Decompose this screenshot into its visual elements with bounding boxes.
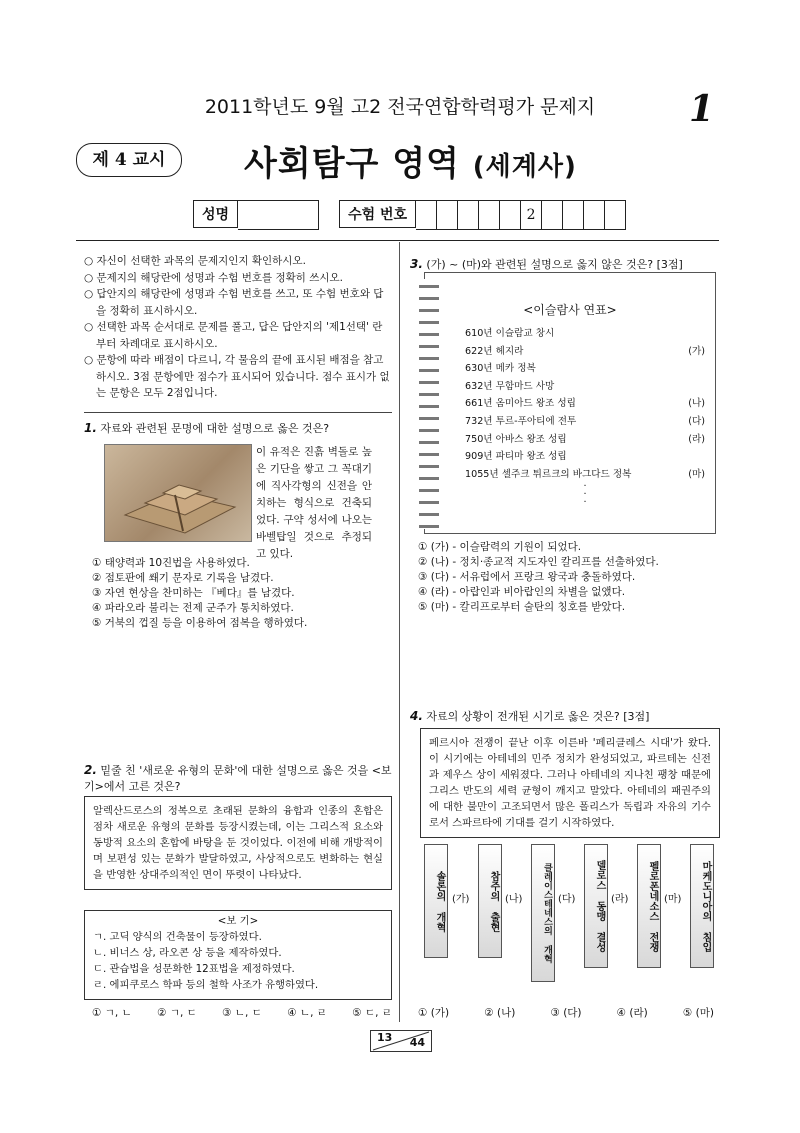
bogi-item: ㄹ. 에피쿠로스 학파 등의 철학 사조가 유행하였다. [93, 979, 319, 991]
instruction-item: ○ 답안지의 해당란에 성명과 수험 번호를 쓰고, 또 수험 번호와 답을 정확히 표시하시오. [84, 288, 384, 317]
chronology-row: 622년 헤지라 (가) [465, 345, 705, 357]
subject-title [244, 136, 577, 185]
q4-answer[interactable]: ② (나) [484, 1007, 516, 1019]
exam-no-box[interactable] [479, 200, 500, 230]
bogi-title: <보 기> [217, 915, 259, 927]
instruction-item: ○ 문제지의 해당란에 성명과 수험 번호를 정확히 쓰시오. [84, 271, 344, 284]
q4-passage: 페르시아 전쟁이 끝난 이후 이른바 '페리클레스 시대'가 왔다. 이 시기에는 아테네의 민주 정치가 완성되었고, 파르테논 신전과 제우스 상이 세워졌다. 그러나 아테네의 지나친 팽창 때문에 그리스 반도의 세력 균형이 깨지고 말았다. 아테네의 패권주의에 대한 불만이 고조되면서 많은 폴리스가 독립과 자유의 기수로서 스파르타에 기대를 걸기 시작하였다. [420, 728, 720, 838]
q1-passage: 이 유적은 진흙 벽돌로 높은 기단을 쌓고 그 꼭대기에 직사각형의 신전을 안치하는 형식으로 건축되었다. 구약 성서에 나오는 바벨탑일 것으로 추정되고 있다. [256, 446, 372, 560]
q3-option[interactable]: ⑤ (마) - 칼리프로부터 술탄의 칭호를 받았다. [418, 601, 626, 613]
ziggurat-photo [104, 444, 252, 542]
q2-answer[interactable]: ③ ㄴ, ㄷ [222, 1007, 262, 1019]
chronology-row: 750년 아바스 왕조 성립 (라) [465, 433, 705, 445]
q1-option[interactable]: ① 태양력과 10진법을 사용하였다. [92, 557, 250, 569]
column-divider [399, 242, 400, 1022]
bogi-item: ㄷ. 관습법을 성문화한 12표법을 제정하였다. [93, 963, 295, 975]
q1-option[interactable]: ③ 자연 현상을 찬미하는 『베다』를 남겼다. [92, 587, 295, 599]
ellipsis-dots: · · · [583, 481, 587, 509]
q3-option[interactable]: ② (나) - 정치·종교적 지도자인 칼리프를 선출하였다. [418, 556, 659, 568]
q2-answer[interactable]: ② ㄱ, ㄷ [157, 1007, 197, 1019]
name-field[interactable] [238, 200, 319, 230]
chronology-row: 909년 파티마 왕조 성립 [465, 451, 567, 463]
q3-option[interactable]: ③ (다) - 서유럽에서 프랑크 왕국과 충돌하였다. [418, 571, 636, 583]
exam-no-box[interactable] [500, 200, 521, 230]
exam-no-box[interactable] [437, 200, 458, 230]
chronology-row: 632년 무함마드 사망 [465, 380, 555, 392]
chronology-row: 732년 투르-푸아티에 전투 (다) [465, 415, 705, 427]
flow-box: 마케도니아의 침입 [690, 844, 714, 968]
chronology-row: 1055년 셀주크 튀르크의 바그다드 정복 (마) [465, 468, 705, 480]
chronology-notebook [424, 272, 716, 534]
q4-answer[interactable]: ⑤ (마) [682, 1007, 714, 1019]
chronology-title: <이슬람사 연표> [523, 303, 617, 317]
q3-option[interactable]: ① (가) - 이슬람력의 기원이 되었다. [418, 541, 582, 553]
subject-name: 사회탐구 영역 [244, 144, 460, 184]
flow-box: 솔론의 개혁 [424, 844, 448, 958]
flow-mark: (가) [452, 894, 470, 905]
flow-box: 참주의 출현 [478, 844, 502, 958]
q1-stem: 1. 자료와 관련된 문명에 대한 설명으로 옳은 것은? [84, 421, 330, 435]
q3-stem: 3. (가) ~ (마)와 관련된 설명으로 옳지 않은 것은? [3점] [410, 257, 683, 271]
q2-answer[interactable]: ⑤ ㄷ, ㄹ [352, 1007, 392, 1019]
instruction-item: ○ 자신이 선택한 과목의 문제지인지 확인하시오. [84, 255, 306, 267]
exam-no-label: 수험 번호 [339, 200, 416, 228]
exam-no-box[interactable] [416, 200, 437, 230]
footer-page-counter [370, 1030, 432, 1052]
exam-title: 2011학년도 9월 고2 전국연합학력평가 문제지 [204, 96, 596, 118]
flow-box: 클레이스테네스의 개혁 [531, 844, 555, 982]
q3-options [418, 540, 718, 615]
q2-passage: 알렉산드로스의 정복으로 초래된 문화의 융합과 인종의 혼합은 점차 새로운 유형의 문화를 등장시켰는데, 이는 그리스적 요소와 동방적 요소의 혼합에 바탕을 둔 것이었다. 이전에 비해 개방적이며 보편성 있는 문화가 발달하였고, 사상적으로도 변화하는 현실을 반영한 상대주의적인 면이 뚜렷이 나타났다. [84, 796, 392, 890]
flow-box: 펠로폰네소스 전쟁 [637, 844, 661, 968]
q3-option[interactable]: ④ (라) - 아랍인과 비아랍인의 차별을 없앴다. [418, 586, 626, 598]
q1-option[interactable]: ⑤ 거북의 껍질 등을 이용하여 점복을 행하였다. [92, 617, 308, 629]
id-row [193, 200, 626, 228]
q2-answer[interactable]: ④ ㄴ, ㄹ [287, 1007, 327, 1019]
instructions [84, 253, 392, 402]
flow-mark: (나) [505, 894, 523, 905]
chronology-row: 661년 옴미아드 왕조 성립 (나) [465, 398, 705, 410]
q1-option[interactable]: ② 점토판에 쐐기 문자로 기록을 남겼다. [92, 572, 274, 584]
instruction-item: ○ 문항에 따라 배점이 다르니, 각 물음의 끝에 표시된 배점을 참고하시오. 3점 문항에만 점수가 표시되어 있습니다. 점수 표시가 없는 문항은 모두 2점입니다. [84, 354, 390, 399]
instruction-item: ○ 선택한 과목 순서대로 문제를 풀고, 답은 답안지의 '제1선택' 란부터 차례대로 표시하시오. [84, 321, 383, 350]
exam-no-box[interactable] [563, 200, 584, 230]
exam-no-box[interactable] [584, 200, 605, 230]
flow-mark: (다) [558, 894, 576, 905]
page-number: 1 [688, 88, 714, 130]
footer-page: 13 [377, 1031, 393, 1044]
q2-stem: 2. 밑줄 친 '새로운 유형의 문화'에 대한 설명으로 옳은 것을 <보기>에서 고른 것은? [84, 763, 392, 793]
flow-mark: (라) [611, 894, 629, 905]
q2-answers [92, 1006, 392, 1021]
name-label: 성명 [193, 200, 238, 228]
q1-options [92, 556, 392, 631]
exam-no-digit: 2 [521, 200, 542, 230]
subject-subtitle: (세계사) [472, 152, 577, 182]
period-badge: 제 4 교시 [76, 143, 182, 177]
chronology-row: 630년 메카 정복 [465, 363, 536, 375]
timeline-flow [424, 844, 720, 980]
bogi-item: ㄱ. 고딕 양식의 건축물이 등장하였다. [93, 931, 262, 943]
q4-answer[interactable]: ① (가) [418, 1007, 450, 1019]
exam-no-box[interactable] [542, 200, 563, 230]
bogi-item: ㄴ. 비너스 상, 라오콘 상 등을 제작하였다. [93, 947, 282, 959]
flow-box: 델로스 동맹 결성 [584, 844, 608, 968]
flow-mark: (마) [664, 894, 682, 905]
q1-option[interactable]: ④ 파라오라 불리는 전제 군주가 통치하였다. [92, 602, 294, 614]
instructions-rule [84, 412, 392, 413]
q4-answers [418, 1006, 714, 1021]
chronology-row: 610년 이슬람교 창시 [465, 328, 555, 339]
exam-no-box[interactable] [605, 200, 626, 230]
header-rule [76, 240, 719, 241]
q2-answer[interactable]: ① ㄱ, ㄴ [92, 1007, 132, 1019]
q4-stem: 4. 자료의 상황이 전개된 시기로 옳은 것은? [3점] [410, 709, 650, 723]
exam-no-box[interactable] [458, 200, 479, 230]
q2-bogi-box [84, 910, 392, 1000]
q4-answer[interactable]: ③ (다) [550, 1007, 582, 1019]
chronology-list [465, 325, 705, 507]
q4-answer[interactable]: ④ (라) [616, 1007, 648, 1019]
footer-total: 44 [409, 1036, 425, 1049]
